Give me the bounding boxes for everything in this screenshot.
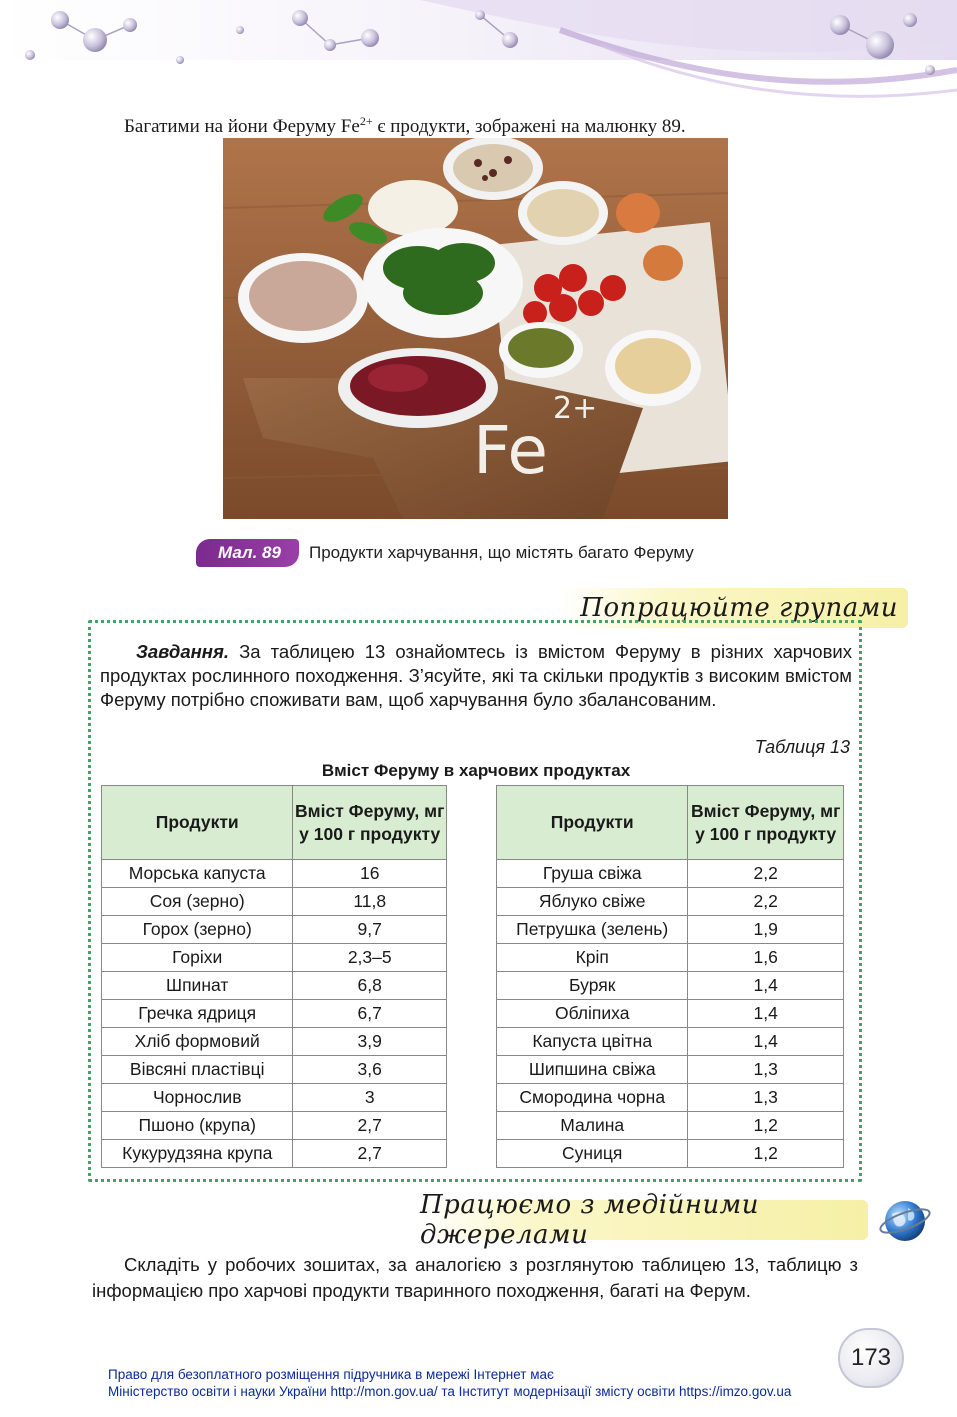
product-name-cell: Груша свіжа — [497, 860, 688, 888]
iron-content-cell: 3 — [293, 1084, 447, 1112]
product-name-cell: Буряк — [497, 972, 688, 1000]
iron-content-cell: 1,9 — [688, 916, 844, 944]
iron-content-cell: 1,4 — [688, 972, 844, 1000]
table-row — [497, 1000, 844, 1028]
task-text: За таблицею 13 ознайомтесь із вмістом Феруму в різних харчових продуктах рослинного походження. З’ясуйте, які та скільки продуктів з високим вмістом Феруму потрібно споживати вам, щоб харчування було збалансованим. — [100, 641, 852, 710]
product-name-cell: Гречка ядриця — [102, 1000, 293, 1028]
figure-caption — [196, 538, 694, 568]
product-name-cell: Кріп — [497, 944, 688, 972]
intro-text: Багатими на йони Феруму Fe — [124, 116, 360, 137]
footer-line-1: Право для безоплатного розміщення підручника в мережі Інтернет має — [108, 1367, 554, 1382]
figure-badge: Мал. 89 — [196, 539, 299, 567]
table-row — [102, 916, 447, 944]
iron-content-cell: 16 — [293, 860, 447, 888]
task-paragraph — [100, 640, 852, 712]
iron-content-cell: 3,9 — [293, 1028, 447, 1056]
product-name-cell: Капуста цвітна — [497, 1028, 688, 1056]
media-sources-banner-label: Працюємо з медійними джерелами — [420, 1190, 759, 1250]
table-row — [497, 1084, 844, 1112]
table-row — [497, 860, 844, 888]
product-name-cell: Чорнослив — [102, 1084, 293, 1112]
iron-content-cell: 1,2 — [688, 1140, 844, 1168]
product-name-cell: Кукурудзяна крупа — [102, 1140, 293, 1168]
product-name-cell: Шипшина свіжа — [497, 1056, 688, 1084]
iron-content-cell: 2,3–5 — [293, 944, 447, 972]
product-name-cell: Малина — [497, 1112, 688, 1140]
product-name-cell: Горіхи — [102, 944, 293, 972]
iron-table-left-body — [102, 860, 447, 1168]
table-row — [102, 1028, 447, 1056]
table-row — [102, 860, 447, 888]
product-name-cell: Обліпиха — [497, 1000, 688, 1028]
intro-superscript: 2+ — [359, 114, 373, 128]
product-name-cell: Соя (зерно) — [102, 888, 293, 916]
table-row — [102, 888, 447, 916]
iron-content-cell: 9,7 — [293, 916, 447, 944]
table-row — [497, 944, 844, 972]
product-name-cell: Пшоно (крупа) — [102, 1112, 293, 1140]
iron-table-right — [496, 785, 844, 1168]
iron-content-cell: 1,6 — [688, 944, 844, 972]
header-product: Продукти — [497, 786, 688, 860]
table-title: Вміст Феруму в харчових продуктах — [321, 761, 631, 780]
product-name-cell: Яблуко свіже — [497, 888, 688, 916]
iron-table-right-body — [497, 860, 844, 1168]
intro-paragraph — [124, 108, 884, 140]
iron-foods-photo — [223, 138, 728, 519]
product-name-cell: Шпинат — [102, 972, 293, 1000]
product-name-cell: Смородина чорна — [497, 1084, 688, 1112]
footer-line-2: Міністерство освіти і науки України http://mon.gov.ua/ та Інститут модернізації змісту освіти https://imzo.gov.ua — [108, 1384, 792, 1399]
product-name-cell: Морська капуста — [102, 860, 293, 888]
table-row — [102, 972, 447, 1000]
table-header-row — [497, 786, 844, 860]
iron-content-cell: 1,4 — [688, 1028, 844, 1056]
table-row — [497, 972, 844, 1000]
iron-content-cell: 2,2 — [688, 888, 844, 916]
footer — [108, 1366, 868, 1400]
fe-photo-superscript: 2+ — [553, 391, 598, 426]
iron-content-cell: 2,7 — [293, 1140, 447, 1168]
table-row — [497, 888, 844, 916]
iron-content-cell: 2,2 — [688, 860, 844, 888]
table-row — [497, 1140, 844, 1168]
header-content: Вміст Феруму, мг у 100 г продукту — [688, 786, 844, 860]
table-row — [497, 1028, 844, 1056]
media-sources-banner — [420, 1190, 868, 1250]
iron-content-cell: 1,3 — [688, 1056, 844, 1084]
product-name-cell: Суниця — [497, 1140, 688, 1168]
iron-content-cell: 1,2 — [688, 1112, 844, 1140]
top-decoration — [0, 0, 957, 120]
header-content: Вміст Феруму, мг у 100 г продукту — [293, 786, 447, 860]
header-product: Продукти — [102, 786, 293, 860]
table-row — [102, 944, 447, 972]
molecule-decor-icon — [0, 0, 957, 120]
media-task-paragraph: Складіть у робочих зошитах, за аналогією з розглянутою таблицею 13, таблицю з інформацією про харчові продукти тваринного походження, багаті на Ферум. — [92, 1254, 858, 1301]
table-row — [102, 1000, 447, 1028]
iron-content-cell: 6,7 — [293, 1000, 447, 1028]
iron-table-left — [101, 785, 447, 1168]
iron-content-cell: 1,3 — [688, 1084, 844, 1112]
iron-content-cell: 3,6 — [293, 1056, 447, 1084]
table-row — [102, 1112, 447, 1140]
globe-icon — [878, 1194, 932, 1248]
iron-content-cell: 2,7 — [293, 1112, 447, 1140]
table-row — [102, 1084, 447, 1112]
intro-text-end: є продукти, зображені на малюнку 89. — [372, 116, 686, 137]
table-number: Таблиця 13 — [754, 737, 850, 757]
table-row — [497, 1056, 844, 1084]
fe-photo-label: Fe — [473, 412, 548, 489]
table-row — [102, 1056, 447, 1084]
iron-content-cell: 1,4 — [688, 1000, 844, 1028]
figure-caption-text: Продукти харчування, що містять багато Феруму — [308, 543, 694, 562]
iron-content-cell: 6,8 — [293, 972, 447, 1000]
iron-content-cell: 11,8 — [293, 888, 447, 916]
product-name-cell: Вівсяні пластівці — [102, 1056, 293, 1084]
table-row — [102, 1140, 447, 1168]
product-name-cell: Петрушка (зелень) — [497, 916, 688, 944]
table-row — [497, 916, 844, 944]
group-work-banner-label: Попрацюйте групами — [580, 593, 898, 623]
page-number: 173 — [838, 1328, 904, 1388]
task-label: Завдання. — [136, 641, 229, 662]
product-name-cell: Горох (зерно) — [102, 916, 293, 944]
table-header-row — [102, 786, 447, 860]
product-name-cell: Хліб формовий — [102, 1028, 293, 1056]
table-row — [497, 1112, 844, 1140]
